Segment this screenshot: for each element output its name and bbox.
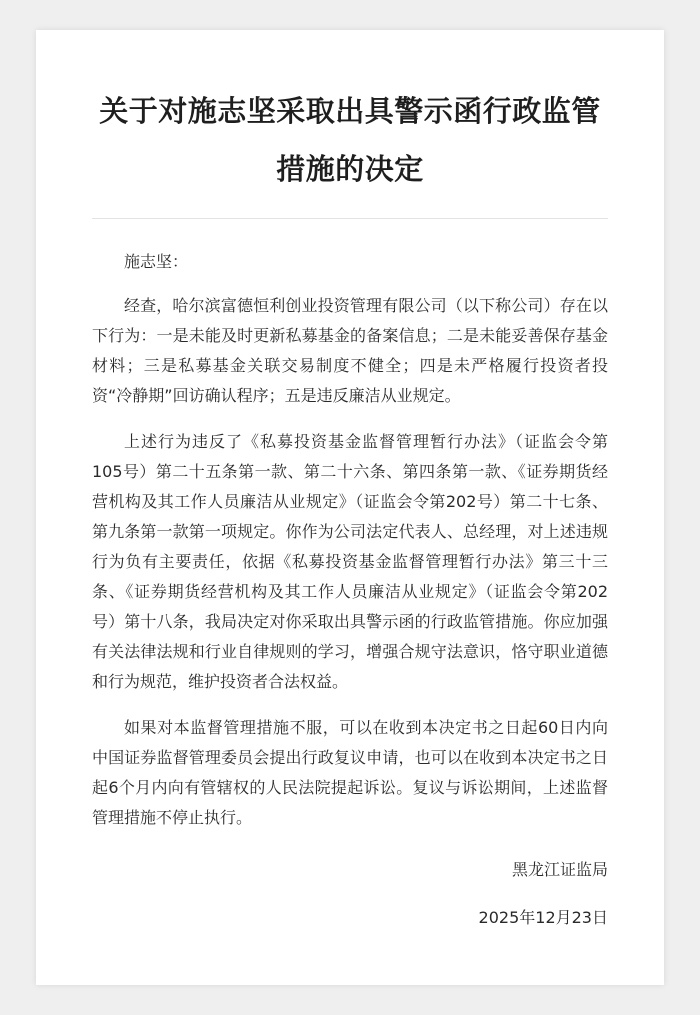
issuing-authority: 黑龙江证监局 xyxy=(511,860,608,879)
salutation: 施志坚： xyxy=(124,252,189,271)
paragraph-decision: 上述行为违反了《私募投资基金监督管理暂行办法》（证监会令第105号）第二十五条第一款、第二十六条、第四条第一款、《证券期货经营机构及其工作人员廉洁从业规定》（证监会令第202号）第二十七条、第九条第一款第一项规定。你作为公司法定代表人、总经理，对上述违规行为负有主要责任，依据《私募投资基金监督管理暂行办法》第三十三条、《证券期货经营机构及其工作人员廉洁从业规定》（证监会令第202号）第十八条，我局决定对你采取出具警示函的行政监管措施。你应加强有关法律法规和行业自律规则的学习，增强合规守法意识，恪守职业道德和行为规范，维护投资者合法权益。 xyxy=(92,432,608,691)
paragraph-appeal: 如果对本监督管理措施不服，可以在收到本决定书之日起60日内向中国证券监督管理委员会提出行政复议申请，也可以在收到本决定书之日起6个月内向有管辖权的人民法院提起诉讼。复议与诉讼期间，上述监督管理措施不停止执行。 xyxy=(92,718,608,827)
title-divider xyxy=(92,218,608,219)
paragraph-findings: 经查，哈尔滨富德恒利创业投资管理有限公司（以下称公司）存在以下行为：一是未能及时更新私募基金的备案信息；二是未能妥善保存基金材料；三是私募基金关联交易制度不健全；四是未严格履行投资者投资“冷静期”回访确认程序；五是违反廉洁从业规定。 xyxy=(92,296,608,405)
issue-date: 2025年12月23日 xyxy=(478,908,608,927)
document-page xyxy=(36,30,664,985)
document-title: 关于对施志坚采取出具警示函行政监管措施的决定 xyxy=(99,94,601,186)
